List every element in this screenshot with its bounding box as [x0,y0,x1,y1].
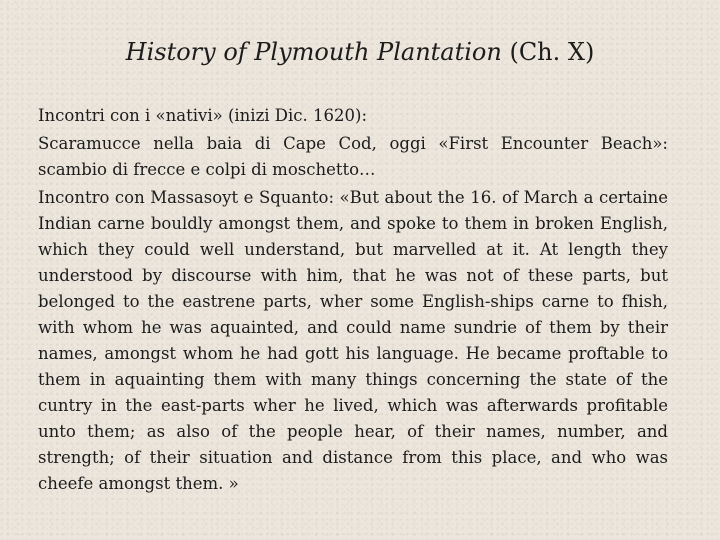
slide-body [38,103,668,499]
title-chapter-part: (Ch. X) [501,38,595,66]
paragraph-quote: Incontro con Massasoyt e Squanto: «But about the 16. of March a certaine Indian carne bouldly amongst them, and spoke to them in broken English, which they could well understand, but marvelled at it. At length they understood by discourse with him, that he was not of these parts, but belonged to the eastrene parts, wher some English-ships carne to fhish, with whom he was aquainted, and could name sundrie of them by their names, amongst whom he had gott his language. He became proftable to them in aquainting them with many things concerning the state of the cuntry in the east-parts wher he lived, which was afterwards profitable unto them; as also of the people hear, of their names, number, and strength; of their situation and distance from this place, and who was cheefe amongst them. » [38,188,668,493]
title-italic-part: History of Plymouth Plantation [125,38,502,66]
slide-title [0,36,720,68]
paragraph-intro: Incontri con i «nativi» (inizi Dic. 1620): [38,106,368,125]
paragraph-skirmishes: Scaramucce nella baia di Cape Cod, oggi «First Encounter Beach»: scambio di frecce e colpi di moschetto… [38,134,668,179]
